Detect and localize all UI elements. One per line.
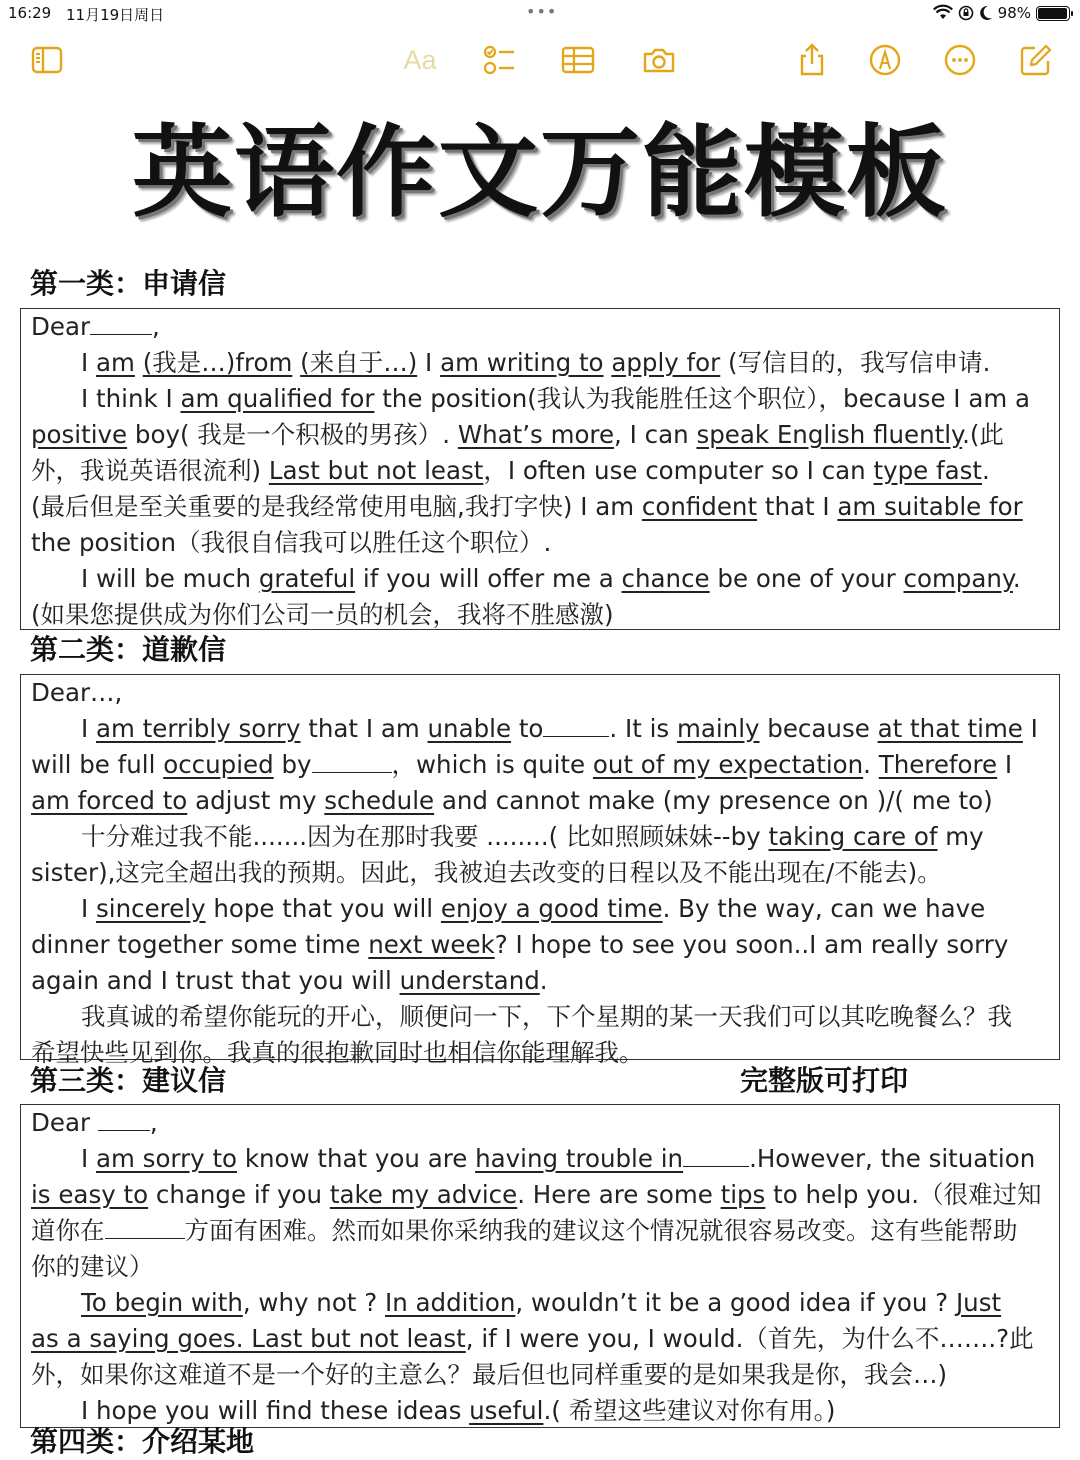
- compose-icon: [1019, 43, 1053, 77]
- text-line: dinner together some time next week? I hope to see you soon..I am really sorry: [31, 930, 1009, 959]
- text-line: as a saying goes. Last but not least, if I were you, I would.（首先，为什么不…….?此: [31, 1324, 1034, 1353]
- underlined-phrase: grateful: [258, 564, 356, 593]
- underlined-phrase: having trouble in: [475, 1144, 684, 1173]
- underlined-phrase: In addition: [385, 1288, 516, 1317]
- share-icon: [795, 43, 829, 77]
- fill-in-blank: [683, 1143, 749, 1167]
- sidebar-icon: [30, 43, 64, 77]
- underlined-phrase: To begin with: [81, 1288, 243, 1317]
- camera-icon: [642, 43, 676, 77]
- underlined-phrase: take my advice: [329, 1180, 518, 1209]
- text-line: I sincerely hope that you will enjoy a good time. By the way, can we have: [81, 894, 986, 923]
- text-line: I am terribly sorry that I am unable to . It is mainly because at that time I: [81, 714, 1038, 743]
- text-line: Dear…,: [31, 678, 123, 707]
- underlined-phrase: useful: [469, 1396, 544, 1425]
- underlined-phrase: understand: [399, 966, 540, 995]
- markup-button[interactable]: [865, 40, 905, 80]
- section-heading: 第一类：申请信: [30, 267, 227, 300]
- underlined-phrase: What’s more: [457, 420, 615, 449]
- underlined-phrase: enjoy a good time: [440, 894, 663, 923]
- text-line: will be full occupied by ，which is quite out of my expectation. Therefore I: [31, 750, 1013, 779]
- underlined-phrase: (我是…)from: [142, 348, 293, 377]
- share-button[interactable]: [792, 40, 832, 80]
- table-icon: [561, 43, 595, 77]
- underlined-phrase: next week: [368, 930, 495, 959]
- section-body: [31, 1105, 1049, 1429]
- status-time: 16:29: [8, 4, 52, 22]
- underlined-phrase: speak English fluently: [696, 420, 963, 449]
- underlined-phrase: am terribly sorry: [96, 714, 301, 743]
- text-line: 外，我说英语很流利) Last but not least，I often use computer so I can type fast.: [31, 456, 990, 485]
- text-line: sister),这完全超出我的预期。因此，我被迫去改变的日程以及不能出现在/不能去)。: [31, 858, 942, 887]
- status-right: [933, 4, 1070, 22]
- text-line: 你的建议）: [31, 1252, 154, 1281]
- underlined-phrase: schedule: [324, 786, 435, 815]
- text-line: positive boy( 我是一个积极的男孩）. What’s more, I can speak English fluently.(此: [31, 420, 1004, 449]
- text-line: 十分难过我不能.......因为在那时我要 ........( 比如照顾妹妹--by taking care of my: [81, 822, 984, 851]
- status-date: 11月19日周日: [66, 6, 165, 24]
- text-line: I will be much grateful if you will offer me a chance be one of your company.: [81, 564, 1021, 593]
- text-line: (如果您提供成为你们公司一员的机会，我将不胜感激): [31, 600, 614, 629]
- section-body: [31, 309, 1049, 633]
- fill-in-blank: [90, 311, 152, 335]
- underlined-phrase: Just: [955, 1288, 1002, 1317]
- underlined-phrase: mainly: [676, 714, 760, 743]
- wifi-icon: [933, 5, 953, 21]
- underlined-phrase: confident: [641, 492, 758, 521]
- underlined-phrase: am: [96, 348, 135, 377]
- advice-letter-box[interactable]: [20, 1104, 1060, 1428]
- text-format-button[interactable]: [400, 40, 440, 80]
- underlined-phrase: out of my expectation: [592, 750, 864, 779]
- underlined-phrase: (来自于…): [300, 348, 418, 377]
- underlined-phrase: am writing to: [440, 348, 604, 377]
- text-format-icon: Aa: [403, 44, 437, 75]
- underlined-phrase: as a saying goes. Last but not least: [31, 1324, 466, 1353]
- underlined-phrase: am forced to: [31, 786, 188, 815]
- table-button[interactable]: [558, 40, 598, 80]
- text-line: Dear ,: [31, 1108, 158, 1137]
- fill-in-blank: [98, 1107, 150, 1131]
- underlined-phrase: type fast: [873, 456, 983, 485]
- text-line: the position（我很自信我可以胜任这个职位）.: [31, 528, 552, 557]
- section-body: [31, 675, 1049, 1071]
- sidebar-toggle-button[interactable]: [27, 40, 67, 80]
- text-line: 道你在 方面有困难。然而如果你采纳我的建议这个情况就很容易改变。这有些能帮助: [31, 1216, 1018, 1245]
- underlined-phrase: taking care of: [768, 822, 938, 851]
- screen-lock-icon: [958, 5, 974, 21]
- underlined-phrase: company: [903, 564, 1013, 593]
- text-line: 我真诚的希望你能玩的开心，顺便问一下，下个星期的某一天我们可以其吃晚餐么？我: [81, 1002, 1012, 1031]
- text-line: 外，如果你这难道不是一个好的主意么？最后但也同样重要的是如果我是你，我会…): [31, 1360, 948, 1389]
- text-line: I think I am qualified for the position(我认为我能胜任这个职位），because I am a: [81, 384, 1030, 413]
- multitask-dots-icon[interactable]: •••: [526, 2, 558, 21]
- checklist-button[interactable]: [479, 40, 519, 80]
- underlined-phrase: am qualified for: [180, 384, 375, 413]
- section-heading: 第二类：道歉信: [30, 633, 227, 666]
- text-line: Dear ,: [31, 312, 160, 341]
- underlined-phrase: unable: [427, 714, 512, 743]
- underlined-phrase: tips: [720, 1180, 766, 1209]
- section-heading: 第四类：介绍某地: [30, 1425, 255, 1458]
- fill-in-blank: [543, 713, 609, 737]
- underlined-phrase: Therefore: [878, 750, 998, 779]
- text-line: I am (我是…)from (来自于…) I am writing to apply for (写信目的，我写信申请.: [81, 348, 991, 377]
- text-line: 希望快些见到你。我真的很抱歉同时也相信你能理解我。: [31, 1038, 644, 1067]
- text-line: To begin with, why not ? In addition, wouldn’t it be a good idea if you ? Just: [81, 1288, 1002, 1317]
- fill-in-blank: [105, 1215, 185, 1239]
- battery-icon: [1036, 6, 1070, 21]
- camera-button[interactable]: [639, 40, 679, 80]
- printable-note: 完整版可打印: [740, 1064, 909, 1097]
- underlined-phrase: Last but not least: [268, 456, 484, 485]
- underlined-phrase: sincerely: [96, 894, 206, 923]
- underlined-phrase: am sorry to: [96, 1144, 238, 1173]
- apology-letter-box[interactable]: [20, 674, 1060, 1067]
- notes-toolbar: [0, 40, 1080, 84]
- more-button[interactable]: [940, 40, 980, 80]
- status-bar: [0, 0, 1080, 28]
- note-title: 英语作文万能模板: [132, 114, 948, 231]
- underlined-phrase: chance: [621, 564, 710, 593]
- underlined-phrase: at that time: [877, 714, 1023, 743]
- underlined-phrase: is easy to: [31, 1180, 149, 1209]
- markup-pen-icon: [868, 43, 902, 77]
- underlined-phrase: positive: [31, 420, 128, 449]
- fill-in-blank: [312, 749, 392, 773]
- text-line: again and I trust that you will understand.: [31, 966, 548, 995]
- compose-button[interactable]: [1016, 40, 1056, 80]
- underlined-phrase: am suitable for: [837, 492, 1023, 521]
- section-heading: 第三类：建议信: [30, 1064, 227, 1097]
- application-letter-box[interactable]: [20, 308, 1060, 630]
- battery-percent: 98%: [997, 4, 1031, 22]
- text-line: am forced to adjust my schedule and cannot make (my presence on )/( me to): [31, 786, 993, 815]
- text-line: I am sorry to know that you are having trouble in .However, the situation: [81, 1144, 1036, 1173]
- more-icon: [943, 43, 977, 77]
- text-line: (最后但是至关重要的是我经常使用电脑,我打字快) I am confident that I am suitable for: [31, 492, 1023, 521]
- text-line: is easy to change if you take my advice. Here are some tips to help you.（很难过知: [31, 1180, 1042, 1209]
- text-line: I hope you will find these ideas useful.( 希望这些建议对你有用。): [81, 1396, 836, 1425]
- underlined-phrase: occupied: [163, 750, 274, 779]
- checklist-icon: [482, 43, 516, 77]
- moon-icon: [979, 5, 993, 21]
- underlined-phrase: apply for: [611, 348, 721, 377]
